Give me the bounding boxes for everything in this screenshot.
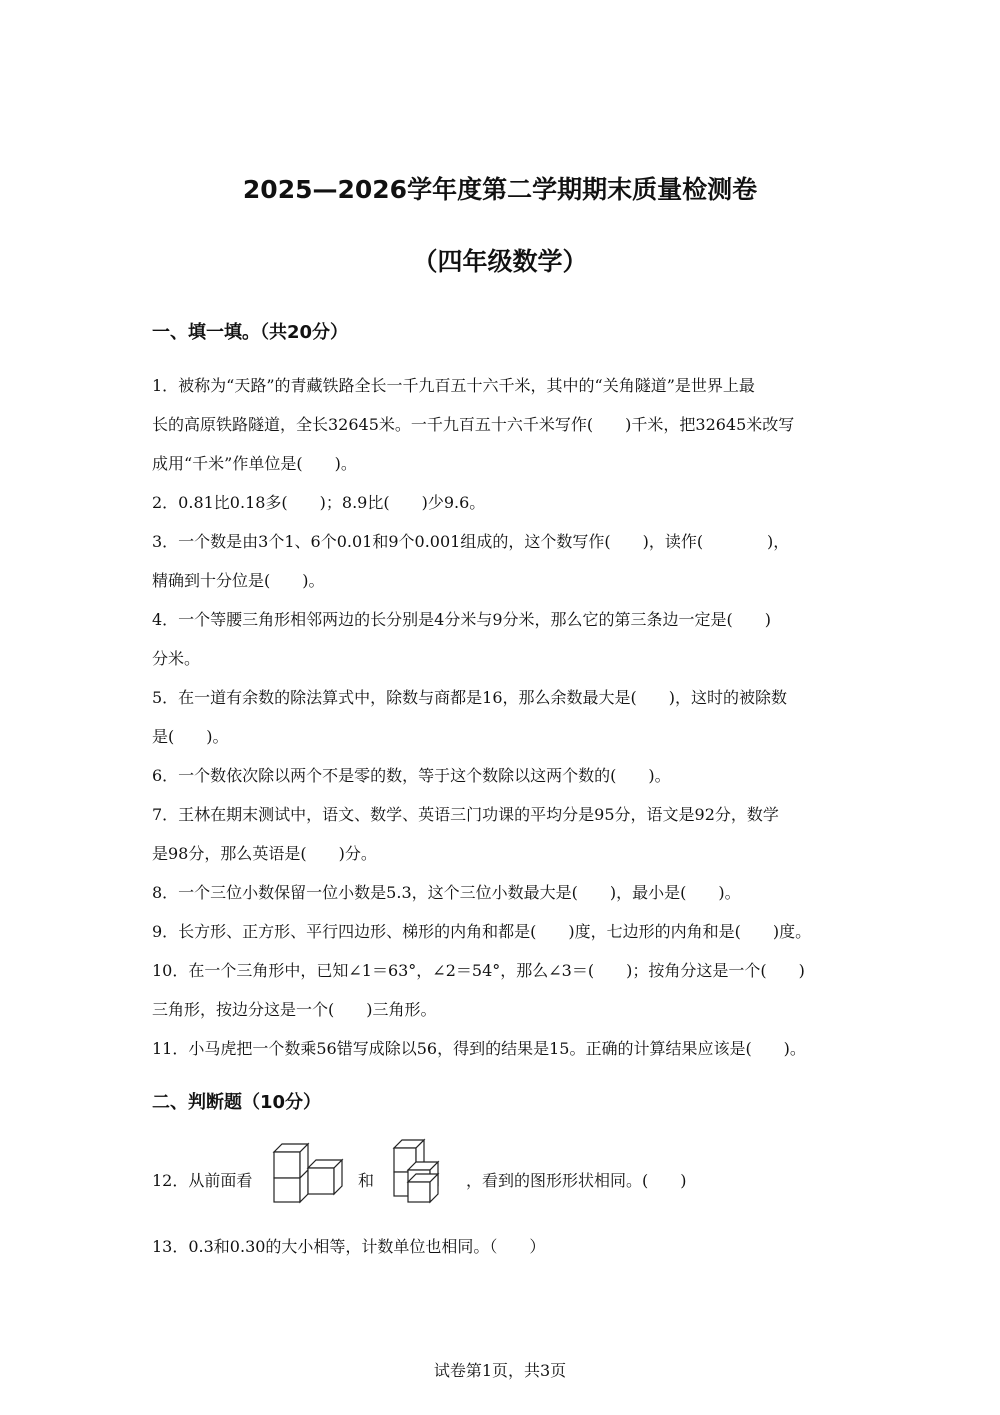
question-line: 5．在一道有余数的除法算式中，除数与商都是16，那么余数最大是( )，这时的被除数 <box>152 688 788 707</box>
exam-subtitle: （四年级数学） <box>412 247 588 276</box>
question-line: 10．在一个三角形中，已知∠1＝63°，∠2＝54°，那么∠3＝( )；按角分这是一个( ) <box>152 961 805 980</box>
question-line: 成用“千米”作单位是( )。 <box>152 454 357 473</box>
page-footer: 试卷第1页，共3页 <box>433 1361 567 1380</box>
question-line: 4．一个等腰三角形相邻两边的长分别是4分米与9分米，那么它的第三条边一定是( ) <box>152 610 772 629</box>
exam-title: 2025—2026学年度第二学期期末质量检测卷 <box>242 175 758 204</box>
question-line: 6．一个数依次除以两个不是零的数，等于这个数除以这两个数的( )。 <box>152 766 671 785</box>
question-line: 三角形，按边分这是一个( )三角形。 <box>152 1000 437 1019</box>
question-line: 2．0.81比0.18多( )；8.9比( )少9.6。 <box>152 493 486 512</box>
cube-stack-figure-b <box>390 1136 450 1204</box>
question-13: 13．0.3和0.30的大小相等，计数单位也相同。（ ） <box>152 1237 546 1256</box>
question-line: 11．小马虎把一个数乘56错写成除以56，得到的结果是15。正确的计算结果应该是( )。 <box>152 1039 806 1058</box>
question-line: 分米。 <box>152 649 201 668</box>
question-line: 长的高原铁路隧道，全长32645米。一千九百五十六千米写作( )千米，把32645米改写 <box>152 415 795 434</box>
question-line: 是( )。 <box>152 727 229 746</box>
question-line: 3．一个数是由3个1、6个0.01和9个0.001组成的，这个数写作( )，读作( )， <box>152 532 790 551</box>
question-line: 8．一个三位小数保留一位小数是5.3，这个三位小数最大是( )，最小是( )。 <box>152 883 741 902</box>
question-12-and: 和 <box>358 1171 375 1190</box>
question-line: 7．王林在期末测试中，语文、数学、英语三门功课的平均分是95分，语文是92分，数学 <box>152 805 779 824</box>
question-line: 精确到十分位是( )。 <box>152 571 325 590</box>
question-line: 1．被称为“天路”的青藏铁路全长一千九百五十六千米，其中的“关角隧道”是世界上最 <box>152 376 755 395</box>
question-12-suffix: ，看到的图形形状相同。( ) <box>466 1171 687 1190</box>
question-line: 是98分，那么英语是( )分。 <box>152 844 377 863</box>
section-heading-fill-in: 一、填一填。（共20分） <box>152 322 349 343</box>
cube-stack-figure-a <box>270 1140 346 1204</box>
question-line: 9．长方形、正方形、平行四边形、梯形的内角和都是( )度，七边形的内角和是( )度。 <box>152 922 812 941</box>
section-heading-true-false: 二、判断题（10分） <box>152 1092 322 1113</box>
question-12-prefix: 12．从前面看 <box>152 1171 253 1190</box>
